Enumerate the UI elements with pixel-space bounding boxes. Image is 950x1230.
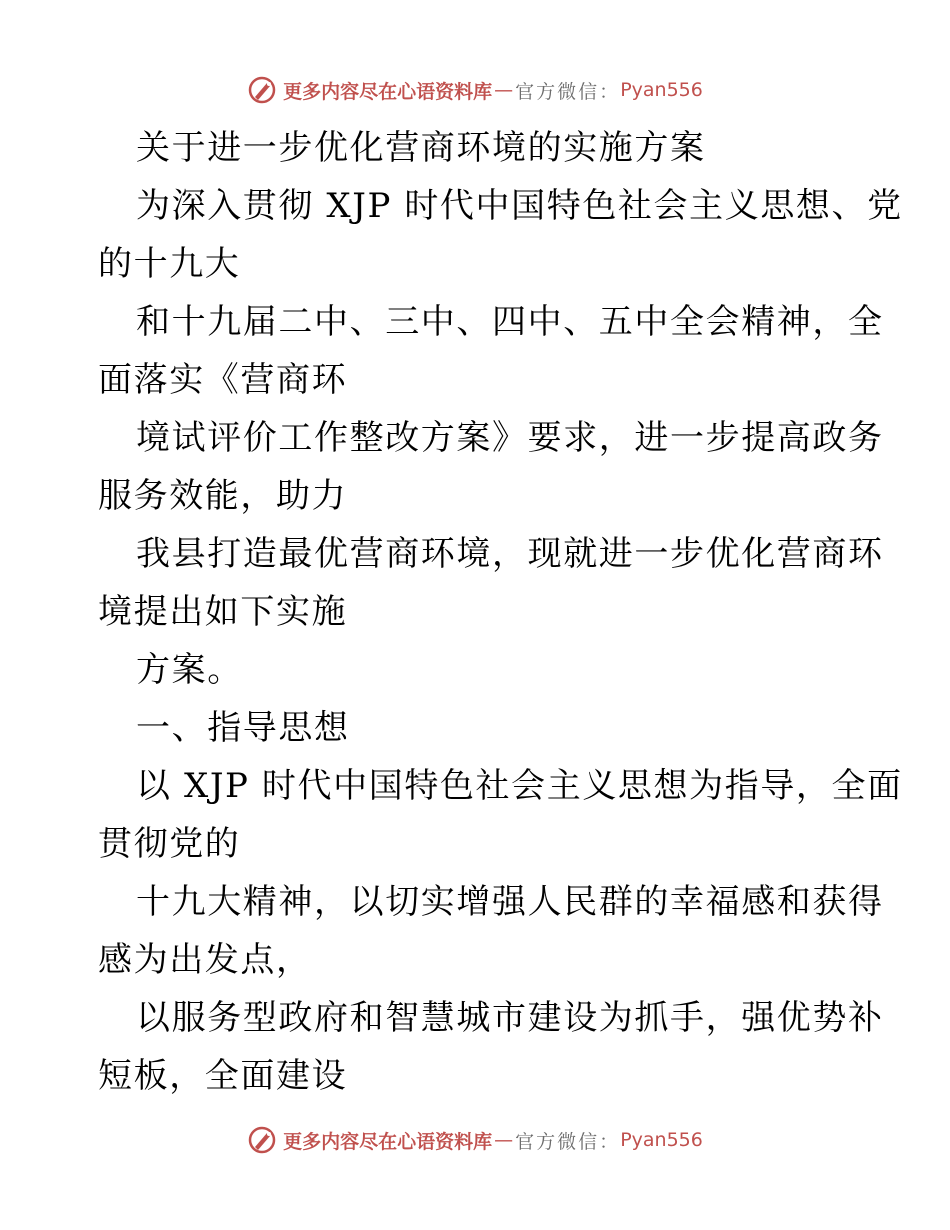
- watermark-wechat-id: Pyan556: [620, 1129, 703, 1151]
- paragraph-line: 方案。: [136, 650, 243, 690]
- watermark-main-text: 更多内容尽在心语资料库: [283, 80, 493, 103]
- paragraph-line: 的十九大: [98, 244, 241, 284]
- paragraph-line: 和十九届二中、三中、四中、五中全会精神，全: [136, 302, 884, 342]
- document-title: 关于进一步优化营商环境的实施方案: [136, 128, 706, 168]
- paragraph-line: 十九大精神，以切实增强人民群的幸福感和获得: [136, 882, 884, 922]
- paragraph-line: 为深入贯彻 XJP 时代中国特色社会主义思想、党: [136, 186, 903, 226]
- paragraph-line: 贯彻党的: [98, 824, 241, 864]
- header-watermark: [0, 70, 950, 110]
- paragraph-line: 我县打造最优营商环境，现就进一步优化营商环: [136, 534, 884, 574]
- watermark-dash: —: [494, 79, 514, 101]
- watermark-sub-text: 官方微信：: [515, 1130, 621, 1153]
- paragraph-line: 境提出如下实施: [98, 592, 348, 632]
- paragraph-line: 面落实《营商环: [98, 360, 348, 400]
- watermark-main-text: 更多内容尽在心语资料库: [283, 1130, 493, 1153]
- pen-logo-icon: [247, 75, 277, 105]
- paragraph-line: 以服务型政府和智慧城市建设为抓手，强优势补: [136, 998, 884, 1038]
- pen-logo-icon: [247, 1125, 277, 1155]
- watermark-sub-text: 官方微信：: [515, 80, 621, 103]
- paragraph-line: 境试评价工作整改方案》要求，进一步提高政务: [136, 418, 884, 458]
- paragraph-line: 感为出发点，: [98, 940, 312, 980]
- paragraph-line: 以 XJP 时代中国特色社会主义思想为指导，全面: [136, 766, 903, 806]
- section-heading: 一、指导思想: [136, 708, 350, 748]
- paragraph-line: 服务效能，助力: [98, 476, 348, 516]
- watermark-wechat-id: Pyan556: [620, 79, 703, 101]
- footer-watermark: [0, 1120, 950, 1160]
- watermark-dash: —: [494, 1129, 514, 1151]
- paragraph-line: 短板，全面建设: [98, 1056, 348, 1096]
